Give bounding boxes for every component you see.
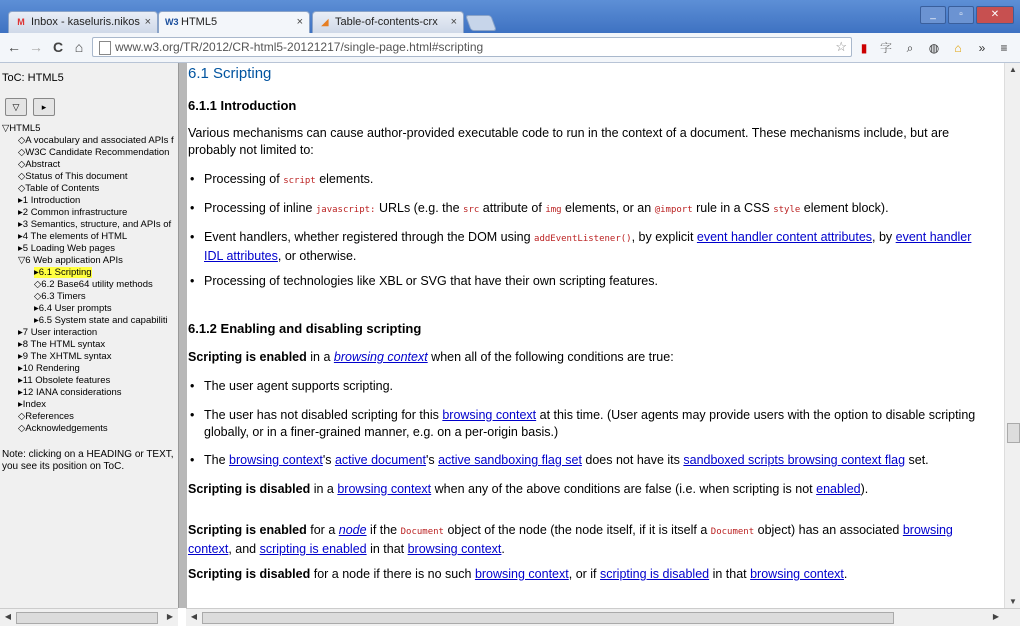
link-browsing-context[interactable]: browsing context [229,453,323,467]
expand-button[interactable]: ▸ [33,98,55,116]
toc-item[interactable] [0,279,178,291]
list-item [204,407,994,441]
tab-label: Inbox - kaseluris.nikos [31,16,140,28]
tab-label: Table-of-contents-crx [335,16,438,28]
toc-item[interactable] [0,183,178,195]
toc-item[interactable] [0,399,178,411]
paragraph [188,349,994,366]
toc-item-label: ▸3 Semantics, structure, and APIs of [18,219,172,230]
text: elements, or an [561,201,655,215]
toc-item[interactable] [0,411,178,423]
text: Processing of inline [204,201,316,215]
scroll-up-arrow-icon[interactable]: ▲ [1009,65,1017,74]
page-icon [99,41,111,55]
document-content [188,63,1004,608]
text: elements. [315,172,374,186]
w3c-icon: W3 [165,17,179,27]
toc-item-label: ▸Index [18,399,47,410]
toc-item[interactable] [0,291,178,303]
text: when any of the above conditions are false (i.e. when scripting is not [431,482,817,496]
toc-item[interactable] [0,387,178,399]
paragraph [188,522,994,558]
code-script[interactable]: script [283,176,316,186]
term: Scripting is enabled [188,523,307,537]
more-extensions-icon[interactable]: » [978,41,986,55]
minimize-button[interactable]: _ [920,6,946,24]
term: Scripting is disabled [188,482,311,496]
toc-item[interactable] [0,159,178,171]
paragraph [188,481,994,498]
toc-item-label: ▸7 User interaction [18,327,98,338]
collapse-all-button[interactable]: ▽ [5,98,27,116]
close-tab-icon[interactable]: × [450,16,457,28]
link-sandboxed-scripts-flag[interactable]: sandboxed scripts browsing context flag [683,453,906,467]
link-browsing-context[interactable]: browsing context [442,408,537,422]
toc-item-label: ▸8 The HTML syntax [18,339,106,350]
toc-item-label: ◇References [18,411,74,422]
text: for a node if there is no such [310,567,475,581]
toc-item[interactable] [0,207,178,219]
link-browsing-context[interactable]: browsing context [750,567,844,581]
home-button[interactable]: ⌂ [74,39,84,55]
toc-item-label: ◇W3C Candidate Recommendation [18,147,170,158]
code-import[interactable]: @import [654,205,693,215]
scrollbar-thumb[interactable] [16,612,158,624]
toc-tree [0,123,178,435]
toc-item[interactable] [0,243,178,255]
text: element block). [800,201,889,215]
scrollbar-thumb[interactable] [1007,423,1020,443]
tab-toc-crx[interactable] [312,11,464,33]
intro-paragraph: Various mechanisms can cause author-provided executable code to run in the context of a document. These mechanisms include, but are probably not limited to: [188,126,950,157]
link-browsing-context[interactable]: browsing context [188,523,953,556]
link-active-sandboxing-flag-set[interactable]: active sandboxing flag set [438,453,582,467]
code-img[interactable]: img [545,205,562,215]
text: at this time. (User agents may provide users with the option to disable scripting globally, or in a finer-grained manner, e.g. on a per-origin basis.) [204,408,976,439]
toc-item-label: ▽HTML5 [2,123,41,134]
magnifier-icon[interactable]: ⌕ [906,41,914,55]
toc-item[interactable] [0,315,178,327]
text: ). [860,482,869,496]
code-document[interactable]: Document [710,527,755,537]
toc-item-label: ◇Abstract [18,159,61,170]
code-javascript[interactable]: javascript: [315,205,376,215]
text: attribute of [479,201,546,215]
forward-button[interactable]: → [29,39,43,55]
close-window-button[interactable]: ✕ [976,6,1014,24]
toc-item[interactable] [0,339,178,351]
bookmark-extension-icon[interactable]: ▮ [860,41,868,55]
text: if the [366,523,401,537]
text: 's [425,453,439,467]
text: The user agent supports scripting. [204,379,393,393]
toc-item-label: ◇6.3 Timers [34,291,86,302]
text: Processing of [204,172,284,186]
term: Scripting is disabled [188,567,311,581]
toc-title: ToC: HTML5 [2,72,64,84]
toc-item[interactable] [0,171,178,183]
toc-item-label: ▸5 Loading Web pages [18,243,116,254]
toc-item-label: ▸9 The XHTML syntax [18,351,112,362]
toc-item[interactable] [0,375,178,387]
rss-icon[interactable]: ⌂ [954,41,962,55]
link-browsing-context[interactable]: browsing context [333,350,428,364]
toc-item-label: ◇A vocabulary and associated APIs f [18,135,174,146]
sidebar-horizontal-scrollbar[interactable] [0,608,178,626]
code-document[interactable]: Document [400,527,444,537]
text: rule in a CSS [692,201,774,215]
toc-item[interactable] [0,351,178,363]
link-active-document[interactable]: active document [334,453,426,467]
toc-item-label: ▸1 Introduction [18,195,81,206]
link-browsing-context[interactable]: browsing context [337,482,432,496]
text: Processing of technologies like XBL or SVG that have their own scripting features. [204,274,658,288]
toc-sidebar [0,63,178,608]
toc-item[interactable] [0,219,178,231]
code-style[interactable]: style [773,205,801,215]
bookmark-star-icon[interactable]: ☆ [835,39,847,54]
link-browsing-context[interactable]: browsing context [474,567,569,581]
toc-item[interactable] [0,123,178,135]
text: . [501,542,505,556]
text: , and [228,542,260,556]
tab-strip [0,0,1020,33]
browser-toolbar [0,33,1020,63]
toc-item-label: ◇Status of This document [18,171,128,182]
menu-icon[interactable]: ≡ [1000,41,1008,55]
heading-enabling-disabling[interactable]: 6.1.2 Enabling and disabling scripting [188,321,422,336]
link-event-handler-idl-attributes[interactable]: event handler IDL attributes [204,230,972,263]
new-tab-button[interactable] [465,15,497,31]
url-text: www.w3.org/TR/2012/CR-html5-20121217/single-page.html#scripting [115,40,484,54]
link-browsing-context[interactable]: browsing context [407,542,502,556]
link-scripting-is-enabled[interactable]: scripting is enabled [259,542,367,556]
close-tab-icon[interactable]: × [296,16,303,28]
paragraph [188,566,994,583]
text: , by [872,230,896,244]
toc-item[interactable] [0,303,178,315]
vertical-scrollbar[interactable] [1004,63,1020,608]
list-item [204,452,994,469]
text: 's [322,453,335,467]
text: object of the node (the node itself, if it is itself a [443,523,711,537]
back-button[interactable]: ← [7,39,21,55]
text: URLs (e.g. the [375,201,464,215]
text: set. [905,453,929,467]
toc-item[interactable] [0,135,178,147]
text: , by explicit [631,230,697,244]
toc-item-label: ▸6.1 Scripting [34,267,92,278]
text: Event handlers, whether registered through the DOM using [204,230,535,244]
toc-item-label: ▸4 The elements of HTML [18,231,128,242]
text: when all of the following conditions are true: [427,350,674,364]
translate-icon[interactable]: 字 [879,41,892,55]
toc-item[interactable] [0,255,178,267]
toc-note: Note: clicking on a HEADING or TEXT, you see its position on ToC. [2,449,174,472]
tab-inbox[interactable] [8,11,158,33]
list-item [204,378,994,395]
text: , or otherwise. [277,249,357,263]
toc-item-label: ◇6.2 Base64 utility methods [34,279,153,290]
tab-html5[interactable] [158,11,310,33]
close-tab-icon[interactable]: × [144,16,151,28]
link-event-handler-content-attributes[interactable]: event handler content attributes [696,230,873,244]
text: in a [306,350,334,364]
scroll-right-arrow-icon[interactable]: ▶ [166,612,174,621]
toc-item[interactable] [0,195,178,207]
text: in a [310,482,338,496]
text: The [204,453,230,467]
tab-label: HTML5 [181,16,218,28]
globe-icon[interactable]: ◍ [928,41,940,55]
text: for a [306,523,339,537]
scroll-down-arrow-icon[interactable]: ▼ [1009,597,1017,606]
toc-item-label: ◇Table of Contents [18,183,100,194]
link-scripting-is-disabled[interactable]: scripting is disabled [600,567,710,581]
scrollbar-thumb[interactable] [202,612,894,624]
content-horizontal-scrollbar[interactable] [186,608,1020,626]
address-bar[interactable] [92,37,852,57]
text: in that [366,542,408,556]
heading-scripting[interactable]: 6.1 Scripting [188,65,272,82]
toc-item-label: ▸10 Rendering [18,363,80,374]
link-enabled[interactable]: enabled [816,482,861,496]
toc-item[interactable] [0,147,178,159]
splitter[interactable] [178,63,187,608]
list-item [204,229,994,265]
list-item [204,200,994,219]
toc-item-label: ▸2 Common infrastructure [18,207,128,218]
text: The user has not disabled scripting for this [204,408,443,422]
gmail-icon: M [17,17,25,27]
text: does not have its [581,453,684,467]
scroll-left-arrow-icon[interactable]: ◀ [190,612,198,621]
chrome-store-icon: ◢ [321,17,329,27]
list-item [204,273,994,290]
code-src[interactable]: src [463,205,480,215]
toc-item-label: ▸6.5 System state and capabiliti [34,315,168,326]
toc-item[interactable] [0,327,178,339]
toc-item[interactable] [0,231,178,243]
bottom-margin [0,626,1020,638]
scroll-right-arrow-icon[interactable]: ▶ [992,612,1000,621]
reload-button[interactable]: C [52,39,64,55]
toc-item[interactable] [0,423,178,435]
toc-item-label: ▸12 IANA considerations [18,387,122,398]
text: in that [709,567,751,581]
maximize-button[interactable]: ▫ [948,6,974,24]
term: Scripting is enabled [188,350,307,364]
toc-item[interactable] [0,363,178,375]
toc-item[interactable] [0,267,178,279]
toc-item-label: ▸6.4 User prompts [34,303,112,314]
heading-introduction[interactable]: 6.1.1 Introduction [188,98,297,113]
toc-item-label: ▸11 Obsolete features [18,375,111,386]
list-item [204,171,994,190]
code-addeventlistener[interactable]: addEventListener() [534,234,632,244]
toc-item-label: ▽6 Web application APIs [18,255,123,266]
text: , or if [568,567,601,581]
scroll-left-arrow-icon[interactable]: ◀ [4,612,12,621]
link-node[interactable]: node [338,523,367,537]
text: object) has an associated [754,523,903,537]
text: . [843,567,848,581]
toc-item-label: ◇Acknowledgements [18,423,108,434]
